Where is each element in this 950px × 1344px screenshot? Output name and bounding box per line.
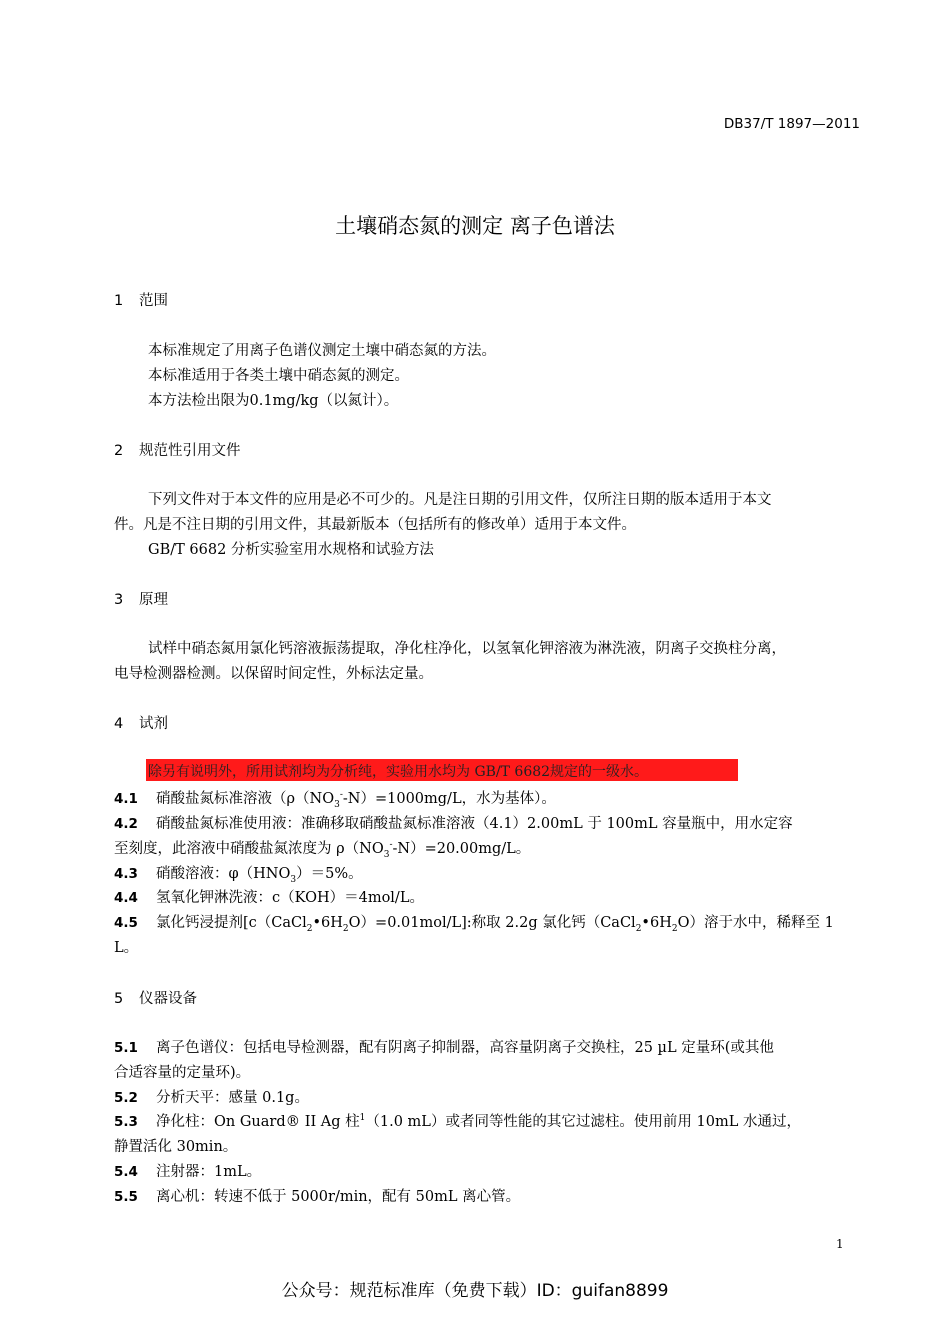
document-code: DB37/T 1897—2011 xyxy=(723,116,860,132)
subscript: 2 xyxy=(342,923,349,934)
section-1-heading xyxy=(114,289,168,310)
section-number: 4 xyxy=(114,716,124,732)
paragraph: 试样中硝态氮用氯化钙溶液振荡提取，净化柱净化，以氢氧化钾溶液为淋洗液，阴离子交换柱分离， xyxy=(148,641,786,657)
item-number: 5.2 xyxy=(114,1090,138,1106)
item-text: -N）=20.00mg/L。 xyxy=(392,841,531,857)
list-item xyxy=(114,862,363,885)
section-3-heading xyxy=(114,588,168,609)
section-title: 规范性引用文件 xyxy=(139,443,241,459)
item-text: 硝酸盐氮标准溶液（ρ（NO xyxy=(156,791,335,807)
subscript: 3 xyxy=(290,874,297,885)
list-item-continuation: 静置活化 30min。 xyxy=(114,1139,238,1155)
item-number: 4.1 xyxy=(114,791,138,807)
list-item xyxy=(114,1036,774,1057)
item-text: 离心机：转速不低于 5000r/min，配有 50mL 离心管。 xyxy=(156,1189,521,1205)
footnote-marker: 1 xyxy=(359,1113,366,1124)
list-item xyxy=(114,886,424,907)
paragraph: 本方法检出限为0.1mg/kg（以氮计）。 xyxy=(148,393,399,409)
superscript: - xyxy=(339,790,343,801)
item-text: 氯化钙浸提剂[c（CaCl xyxy=(156,915,307,931)
paragraph: 件。凡是不注日期的引用文件，其最新版本（包括所有的修改单）适用于本文件。 xyxy=(114,517,636,533)
section-5-heading xyxy=(114,987,197,1008)
list-item-continuation: L。 xyxy=(114,940,139,956)
item-text: 氢氧化钾淋洗液：c（KOH）＝4mol/L。 xyxy=(156,890,424,906)
list-item-continuation: 合适容量的定量环)。 xyxy=(114,1065,251,1081)
paragraph: 下列文件对于本文件的应用是必不可少的。凡是注日期的引用文件，仅所注日期的版本适用于本文 xyxy=(148,492,772,508)
section-number: 5 xyxy=(114,991,124,1007)
section-number: 2 xyxy=(114,443,124,459)
item-number: 4.2 xyxy=(114,816,138,832)
list-item xyxy=(114,1185,520,1206)
list-item xyxy=(114,1086,309,1107)
paragraph: 电导检测器检测。以保留时间定性，外标法定量。 xyxy=(114,666,433,682)
item-text: •6H xyxy=(312,915,343,931)
footer-watermark: 公众号：规范标准库（免费下载）ID：guifan8899 xyxy=(281,1281,669,1301)
item-number: 5.3 xyxy=(114,1114,138,1130)
item-text: 离子色谱仪：包括电导检测器，配有阴离子抑制器，高容量阴离子交换柱，25 µL 定量环(或其他 xyxy=(156,1040,774,1056)
item-number: 5.5 xyxy=(114,1189,138,1205)
subscript: 3 xyxy=(334,799,340,810)
list-item-continuation xyxy=(114,837,530,860)
item-text: O）=0.01mol/L]:称取 2.2g 氯化钙（CaCl xyxy=(348,915,636,931)
item-text: ）＝5%。 xyxy=(296,866,363,882)
normative-reference: GB/T 6682 分析实验室用水规格和试验方法 xyxy=(148,542,434,558)
section-4-heading xyxy=(114,712,168,733)
page-number: 1 xyxy=(836,1237,844,1251)
item-text: 分析天平：感量 0.1g。 xyxy=(156,1090,309,1106)
item-number: 4.3 xyxy=(114,866,138,882)
item-text: 硝酸溶液：φ（HNO xyxy=(156,866,291,882)
item-number: 4.4 xyxy=(114,890,138,906)
item-number: 5.4 xyxy=(114,1164,138,1180)
section-number: 1 xyxy=(114,293,124,309)
paragraph: 本标准规定了用离子色谱仪测定土壤中硝态氮的方法。 xyxy=(148,343,496,359)
item-text: •6H xyxy=(641,915,672,931)
subscript: 2 xyxy=(671,923,678,934)
highlighted-note: 除另有说明外，所用试剂均为分析纯，实验用水均为 GB/T 6682规定的一级水。 xyxy=(148,764,649,780)
item-text: O）溶于水中，稀释至 1 xyxy=(677,915,834,931)
item-number: 4.5 xyxy=(114,915,138,931)
section-title: 试剂 xyxy=(139,716,168,732)
item-text: 净化柱：On Guard® II Ag 柱 xyxy=(156,1114,360,1130)
item-number: 5.1 xyxy=(114,1040,138,1056)
list-item xyxy=(114,1160,261,1181)
section-number: 3 xyxy=(114,592,124,608)
subscript: 2 xyxy=(306,923,313,934)
list-item xyxy=(114,1110,801,1131)
item-text: （1.0 mL）或者同等性能的其它过滤柱。使用前用 10mL 水通过， xyxy=(365,1114,801,1130)
list-item xyxy=(114,787,556,810)
subscript: 2 xyxy=(635,923,642,934)
item-text: 硝酸盐氮标准使用液：准确移取硝酸盐氮标准溶液（4.1）2.00mL 于 100mL 容量瓶中，用水定容 xyxy=(156,816,793,832)
section-title: 原理 xyxy=(139,592,168,608)
page-title: 土壤硝态氮的测定 离子色谱法 xyxy=(335,214,615,238)
item-text: 至刻度，此溶液中硝酸盐氮浓度为 ρ（NO xyxy=(114,841,384,857)
superscript: - xyxy=(389,840,393,851)
section-title: 仪器设备 xyxy=(139,991,197,1007)
item-text: 注射器：1mL。 xyxy=(156,1164,262,1180)
item-text: -N）=1000mg/L，水为基体）。 xyxy=(342,791,556,807)
section-title: 范围 xyxy=(139,293,168,309)
subscript: 3 xyxy=(383,849,390,860)
section-2-heading xyxy=(114,439,241,460)
list-item xyxy=(114,812,793,833)
paragraph: 本标准适用于各类土壤中硝态氮的测定。 xyxy=(148,368,409,384)
list-item xyxy=(114,911,834,934)
